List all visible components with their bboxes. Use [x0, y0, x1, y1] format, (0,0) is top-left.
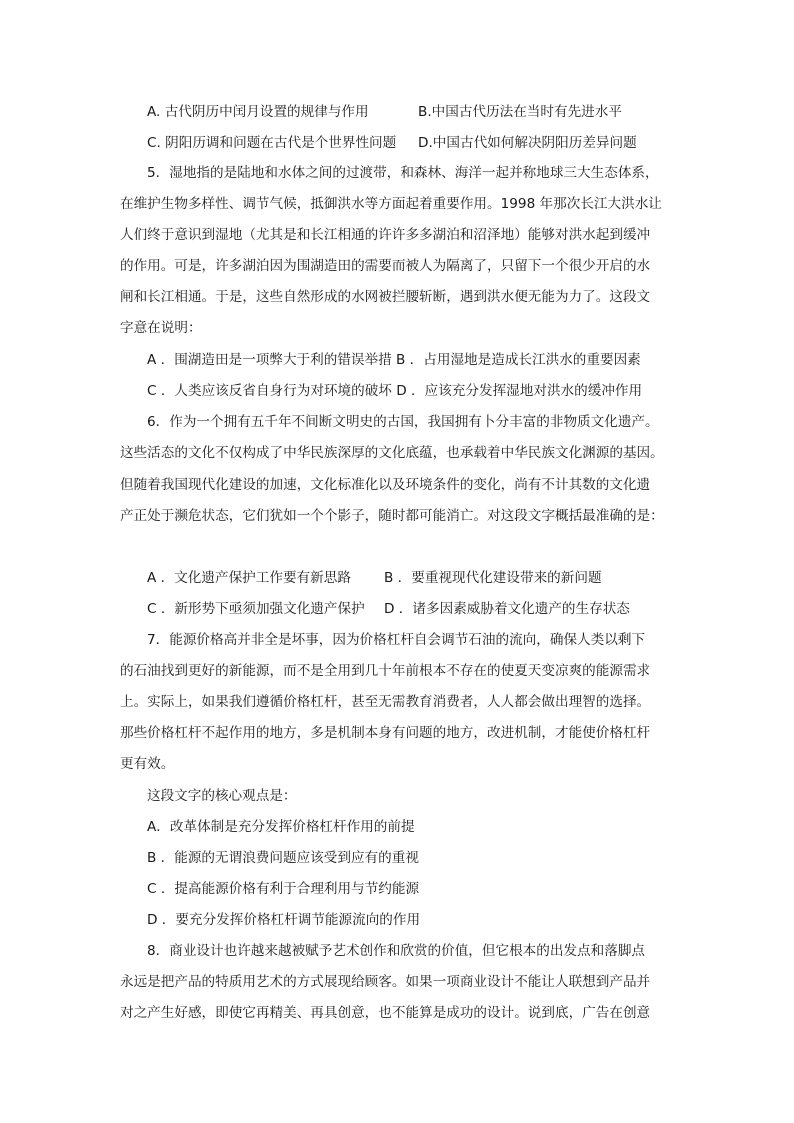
q7-line-4: 那些价格杠杆不起作用的地方，多是机制本身有问题的地方，改进机制，才能使价格杠杆 — [120, 725, 651, 741]
q4-option-d: D.中国古代如何解决阴阳历差异问题 — [418, 135, 637, 151]
q4-option-b: B.中国古代历法在当时有先进水平 — [418, 104, 622, 120]
q7-line-3: 上。实际上，如果我们遵循价格杠杆，甚至无需教育消费者，人人都会做出理智的选择。 — [120, 694, 651, 710]
q8-line-1: 8．商业设计也许越来越被赋予艺术创作和欣赏的价值，但它根本的出发点和落脚点 — [147, 943, 646, 959]
q6-option-a: A ．文化遗产保护工作要有新思路 — [147, 570, 351, 586]
q7-option-a: A．改革体制是充分发挥价格杠杆作用的前提 — [147, 819, 415, 835]
q7-line-5: 更有效。 — [120, 756, 175, 772]
q5-line-5: 闸和长江相通。于是，这些自然形成的水网被拦腰斩断，遇到洪水便无能为力了。这段文 — [120, 289, 651, 305]
q5-line-4: 的作用。可是，许多湖泊因为围湖造田的需要而被人为隔离了，只留下一个很少开启的水 — [120, 258, 651, 274]
q6-option-d: D ．诸多因素威胁着文化遗产的生存状态 — [384, 601, 630, 617]
q6-line-2: 这些活态的文化不仅构成了中华民族深厚的文化底蕴，也承载着中华民族文化渊源的基因。 — [120, 445, 664, 461]
q5-line-3: 人们终于意识到湿地（尤其是和长江相通的许许多多湖泊和沼泽地）能够对洪水起到缓冲 — [120, 227, 651, 243]
q6-option-c: C ．新形势下亟须加强文化遗产保护 — [147, 601, 365, 617]
q4-option-a: A. 古代阴历中闰月设置的规律与作用 — [147, 104, 369, 120]
q5-options-cd: C ．人类应该反省自身行为对环境的破坏 D ．应该充分发挥湿地对洪水的缓冲作用 — [147, 383, 643, 399]
q6-line-4: 产正处于濒危状态，它们犹如一个个影子，随时都可能消亡。对这段文字概括最准确的是： — [120, 508, 664, 524]
q6-option-b: B ．要重视现代化建设带来的新问题 — [384, 570, 602, 586]
q6-line-1: 6．作为一个拥有五千年不间断文明史的古国，我国拥有卜分丰富的非物质文化遗产。 — [147, 414, 659, 430]
q7-option-d: D ．要充分发挥价格杠杆调节能源流向的作用 — [147, 912, 421, 928]
q8-line-2: 永远是把产品的特质用艺术的方式展现给顾客。如果一项商业设计不能让人联想到产品并 — [120, 974, 651, 990]
q7-line-1: 7．能源价格高并非全是坏事，因为价格杠杆自会调节石油的流向，确保人类以剩下 — [147, 632, 646, 648]
q5-options-ab: A ．围湖造田是一项弊大于利的错误举措 B ．占用湿地是造成长江洪水的重要因素 — [147, 352, 641, 368]
q7-line-2: 的石油找到更好的新能源，而不是全用到几十年前根本不存在的使夏天变凉爽的能源需求 — [120, 663, 651, 679]
q8-line-3: 对之产生好感，即使它再精美、再具创意，也不能算是成功的设计。说到底，广告在创意 — [120, 1005, 651, 1021]
q5-line-6: 字意在说明： — [120, 320, 202, 336]
q4-option-c: C. 阴阳历调和问题在古代是个世界性问题 — [147, 135, 397, 151]
q5-line-2: 在维护生物多样性、调节气候，抵御洪水等方面起着重要作用。1998 年那次长江大洪水让 — [120, 196, 662, 212]
q7-prompt: 这段文字的核心观点是： — [147, 788, 297, 804]
q5-line-1: 5．湿地指的是陆地和水体之间的过渡带，和森林、海洋一起并称地球三大生态体系， — [147, 165, 659, 181]
q7-option-c: C ．提高能源价格有利于合理利用与节约能源 — [147, 881, 420, 897]
q6-line-3: 但随着我国现代化建设的加速，文化标准化以及环境条件的变化，尚有不计其数的文化遗 — [120, 477, 651, 493]
q7-option-b: B ．能源的无谓浪费问题应该受到应有的重视 — [147, 850, 419, 866]
